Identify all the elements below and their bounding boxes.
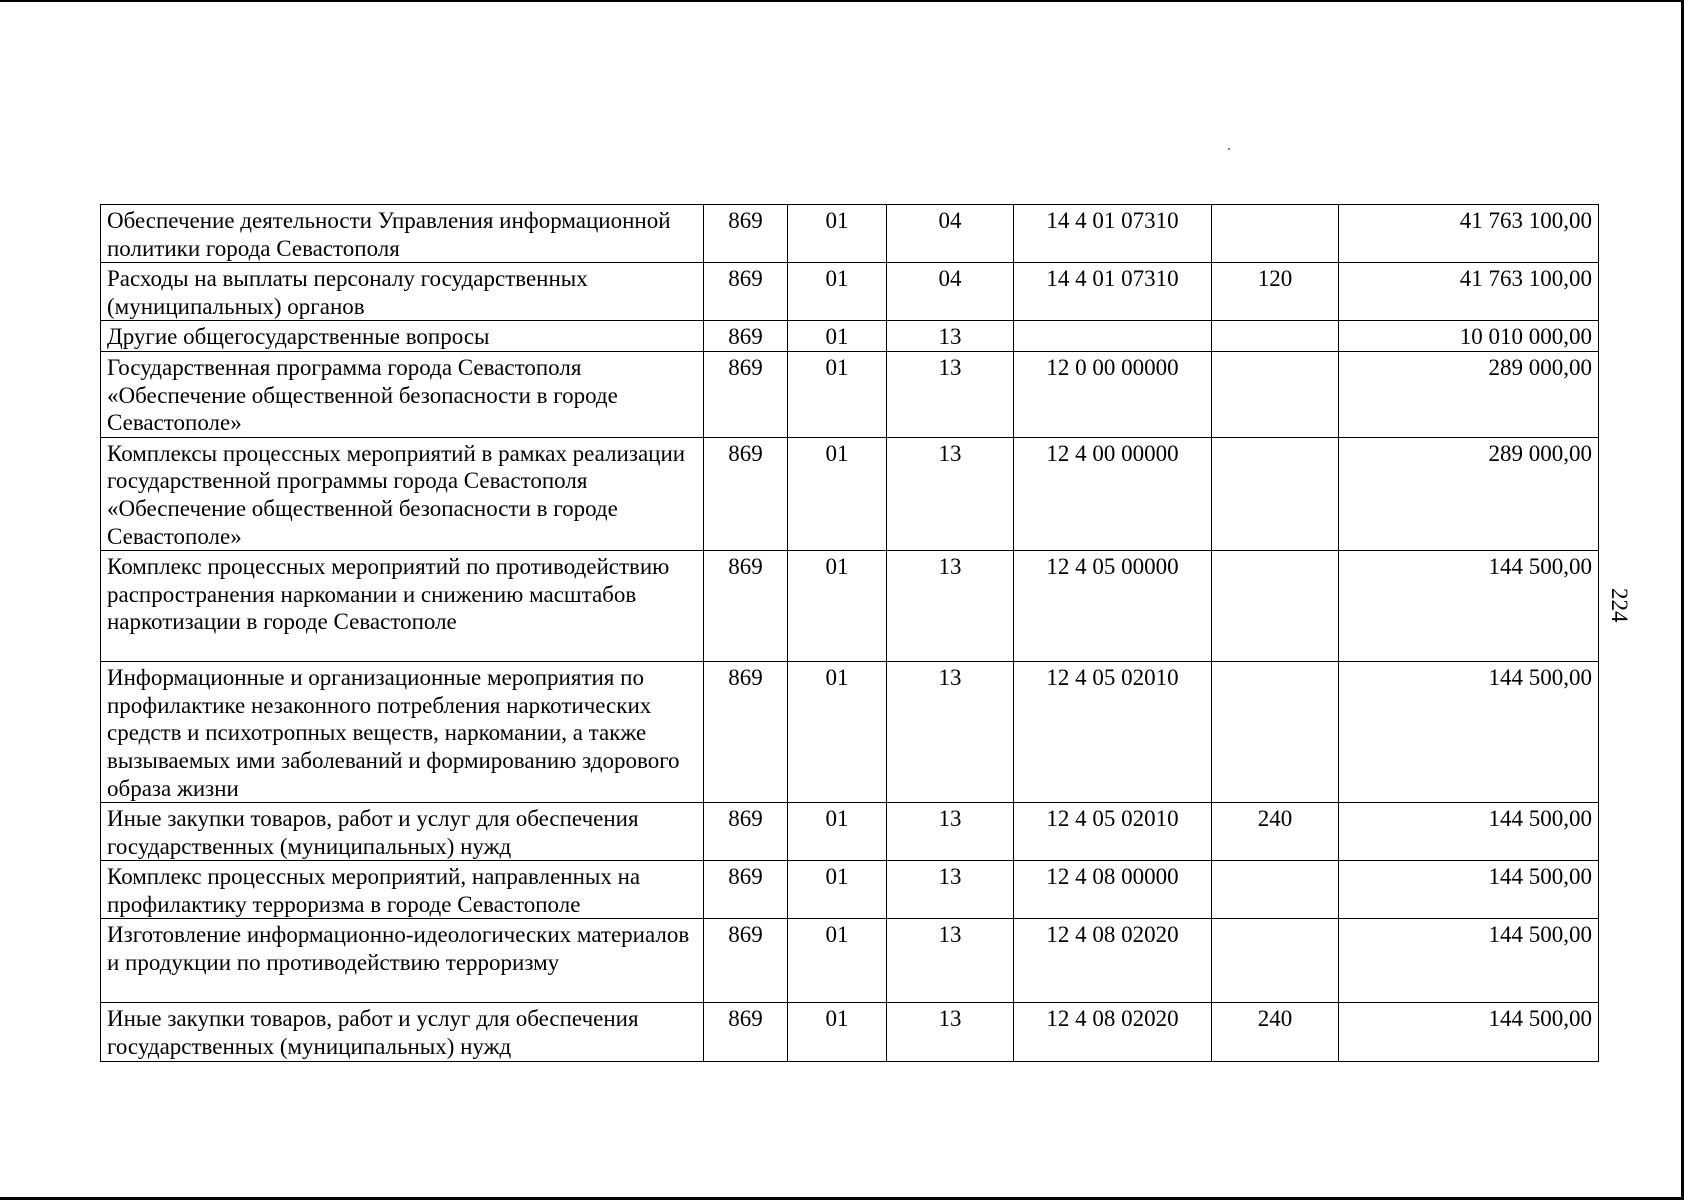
target-code: 12 4 00 00000 xyxy=(1014,437,1212,550)
subsection-code: 13 xyxy=(887,1003,1014,1061)
row-name: Государственная программа города Севастополя «Обеспечение общественной безопасности в городе Севастополе» xyxy=(101,351,704,437)
ministry-code: 869 xyxy=(704,263,788,321)
row-name: Информационные и организационные мероприятия по профилактике незаконного потребления наркотических средств и психотропных веществ, наркомании, а также вызываемых ими заболеваний и формированию здорового образа жизни xyxy=(101,662,704,803)
target-code: 12 4 05 00000 xyxy=(1014,551,1212,662)
scan-border-top xyxy=(0,0,1684,2)
row-name: Обеспечение деятельности Управления информационной политики города Севастополя xyxy=(101,205,704,263)
subsection-code: 13 xyxy=(887,551,1014,662)
target-code: 14 4 01 07310 xyxy=(1014,263,1212,321)
expense-type-code: 240 xyxy=(1212,803,1339,861)
target-code: 14 4 01 07310 xyxy=(1014,205,1212,263)
amount: 41 763 100,00 xyxy=(1339,205,1599,263)
ministry-code: 869 xyxy=(704,437,788,550)
ministry-code: 869 xyxy=(704,205,788,263)
table-row xyxy=(101,551,1599,662)
subsection-code: 13 xyxy=(887,662,1014,803)
scan-speck xyxy=(1228,148,1230,150)
amount: 144 500,00 xyxy=(1339,803,1599,861)
subsection-code: 13 xyxy=(887,437,1014,550)
row-name: Другие общегосударственные вопросы xyxy=(101,321,704,352)
expense-type-code xyxy=(1212,662,1339,803)
table-body xyxy=(101,205,1599,1062)
expense-type-code xyxy=(1212,205,1339,263)
row-name: Иные закупки товаров, работ и услуг для обеспечения государственных (муниципальных) нужд xyxy=(101,803,704,861)
ministry-code: 869 xyxy=(704,1003,788,1061)
table-row xyxy=(101,919,1599,1003)
row-name: Комплекс процессных мероприятий, направленных на профилактику терроризма в городе Севастополе xyxy=(101,861,704,919)
ministry-code: 869 xyxy=(704,321,788,352)
section-code: 01 xyxy=(788,803,887,861)
subsection-code: 04 xyxy=(887,205,1014,263)
section-code: 01 xyxy=(788,437,887,550)
section-code: 01 xyxy=(788,263,887,321)
ministry-code: 869 xyxy=(704,551,788,662)
target-code: 12 4 05 02010 xyxy=(1014,803,1212,861)
amount: 144 500,00 xyxy=(1339,662,1599,803)
expense-type-code xyxy=(1212,437,1339,550)
table-row xyxy=(101,351,1599,437)
section-code: 01 xyxy=(788,551,887,662)
section-code: 01 xyxy=(788,919,887,1003)
table-row xyxy=(101,803,1599,861)
expense-type-code xyxy=(1212,351,1339,437)
subsection-code: 13 xyxy=(887,919,1014,1003)
table-row xyxy=(101,437,1599,550)
target-code: 12 0 00 00000 xyxy=(1014,351,1212,437)
row-name: Расходы на выплаты персоналу государственных (муниципальных) органов xyxy=(101,263,704,321)
target-code: 12 4 08 02020 xyxy=(1014,919,1212,1003)
subsection-code: 13 xyxy=(887,803,1014,861)
target-code: 12 4 08 02020 xyxy=(1014,1003,1212,1061)
target-code xyxy=(1014,321,1212,352)
table-row xyxy=(101,861,1599,919)
amount: 144 500,00 xyxy=(1339,861,1599,919)
subsection-code: 04 xyxy=(887,263,1014,321)
amount: 144 500,00 xyxy=(1339,1003,1599,1061)
table-row xyxy=(101,205,1599,263)
expense-type-code xyxy=(1212,919,1339,1003)
subsection-code: 13 xyxy=(887,351,1014,437)
section-code: 01 xyxy=(788,861,887,919)
page-number: 224 xyxy=(1607,588,1632,623)
target-code: 12 4 05 02010 xyxy=(1014,662,1212,803)
amount: 41 763 100,00 xyxy=(1339,263,1599,321)
amount: 289 000,00 xyxy=(1339,437,1599,550)
table-row xyxy=(101,1003,1599,1061)
row-name: Комплексы процессных мероприятий в рамках реализации государственной программы города Севастополя «Обеспечение общественной безопасности в городе Севастополе» xyxy=(101,437,704,550)
ministry-code: 869 xyxy=(704,351,788,437)
row-name: Иные закупки товаров, работ и услуг для обеспечения государственных (муниципальных) нужд xyxy=(101,1003,704,1061)
row-name: Комплекс процессных мероприятий по противодействию распространения наркомании и снижению масштабов наркотизации в городе Севастополе xyxy=(101,551,704,662)
subsection-code: 13 xyxy=(887,861,1014,919)
table-row xyxy=(101,263,1599,321)
amount: 10 010 000,00 xyxy=(1339,321,1599,352)
subsection-code: 13 xyxy=(887,321,1014,352)
amount: 144 500,00 xyxy=(1339,551,1599,662)
section-code: 01 xyxy=(788,205,887,263)
expense-type-code xyxy=(1212,321,1339,352)
expense-type-code xyxy=(1212,861,1339,919)
ministry-code: 869 xyxy=(704,662,788,803)
section-code: 01 xyxy=(788,662,887,803)
expense-type-code xyxy=(1212,551,1339,662)
expense-type-code: 240 xyxy=(1212,1003,1339,1061)
section-code: 01 xyxy=(788,351,887,437)
ministry-code: 869 xyxy=(704,803,788,861)
expense-type-code: 120 xyxy=(1212,263,1339,321)
ministry-code: 869 xyxy=(704,919,788,1003)
amount: 289 000,00 xyxy=(1339,351,1599,437)
row-name: Изготовление информационно-идеологических материалов и продукции по противодействию терроризму xyxy=(101,919,704,1003)
section-code: 01 xyxy=(788,1003,887,1061)
target-code: 12 4 08 00000 xyxy=(1014,861,1212,919)
ministry-code: 869 xyxy=(704,861,788,919)
section-code: 01 xyxy=(788,321,887,352)
table-row xyxy=(101,321,1599,352)
amount: 144 500,00 xyxy=(1339,919,1599,1003)
table-row xyxy=(101,662,1599,803)
budget-table xyxy=(100,204,1599,1062)
